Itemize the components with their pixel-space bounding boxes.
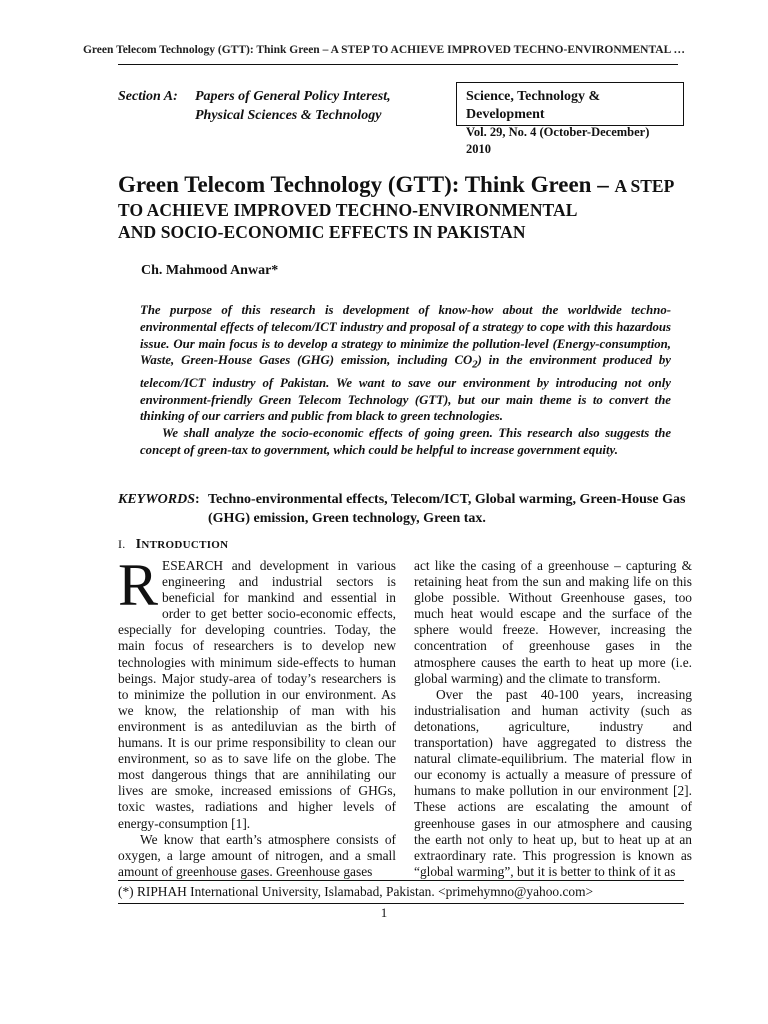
section-label [118,87,391,125]
author-footnote: (*) RIPHAH International University, Islamabad, Pakistan. <primehymno@yahoo.com> [118,884,594,899]
section-label-prefix: Section A: [118,89,178,104]
body-paragraph: Over the past 40-100 years, increasing industrialisation and human activity (such as detonations, agriculture, industry and transportation) have aggregated to distress the natural climate-equilibrium. The material flow in our economy is actually a measure of pressure of humans to make pollution in our environment [2]. These actions are escalating the amount of greenhouse gases in our atmosphere and causing the earth not only to heat up, but to heat up at an extraordinary rate. This progression is known as “global warming”, but it is better to think of it as [414,686,692,879]
header-rule [118,64,678,65]
abstract [140,302,671,459]
journal-volume: Vol. 29, No. 4 (October-December) 2010 [466,125,650,156]
author-name: Ch. Mahmood Anwar* [141,263,279,278]
paper-title [118,172,698,243]
abstract-paragraph-2: We shall analyze the socio-economic effects of going green. This research also suggests the concept of green-tax to government, which could be helpful to increase government equity. [140,426,671,457]
body-paragraph [118,552,396,832]
title-line-2: TO ACHIEVE IMPROVED TECHNO-ENVIRONMENTAL [118,200,578,220]
section-number: I. [118,537,126,551]
co2-subscript: 2 [472,359,478,371]
journal-box [456,82,684,156]
abstract-text-b: ) in the environment produced by telecom/ICT industry of Pakistan. We want to save our environment by introducing not only environment-friendly Green Telecom Technology (GTT), but our main theme is to convert the thinking of our carriers and public from black to green technologies. [140,353,671,424]
keywords [118,490,698,528]
footnote-rule-bottom [118,903,684,904]
keywords-text: Techno-environmental effects, Telecom/ICT, Global warming, Green-House Gas (GHG) emission, Green technology, Green tax. [208,492,686,526]
section-heading-introduction [118,537,228,553]
section-heading-first-letter: I [135,537,142,552]
paragraph-text: ESEARCH and development in various engineering and industrial sectors is beneficial for mankind and essential in order to get better socio-economic effects, especially for developing countries. Today, the main focus of researchers is to develop new technologies with minimum side-effects to human beings. Major study-area of today’s researchers is to minimize the pollution in our environment. As we know, the relationship of man with his environment is as antediluvian as the birth of humans. It is our prime responsibility to clean our environment, so as to save life on the globe. The most dangerous things that are annihilating our lives are smoke, increased emissions of GHGs, toxic wastes, radiations and higher levels of energy-consumption [1]. [118,558,396,831]
title-cap: A STEP [614,176,675,196]
body-column-left [118,552,396,880]
page-number: 1 [380,905,388,920]
keywords-label: KEYWORDS: [118,492,200,507]
abstract-text-a: The purpose of this research is development of know-how about the worldwide techno-environmental effects of telecom/ICT industry and proposal of a strategy to cope with this hazardous issue. Our main focus is to develop a strategy to minimize the pollution-level (Energy-consumption, Waste, Green-House Gases (GHG) emission, including CO [140,303,671,368]
footnote-rule-top [118,880,684,881]
body-column-right [414,558,692,880]
drop-cap: R [118,552,159,618]
section-line-2: Physical Sciences & Technology [195,108,382,123]
abstract-paragraph-1 [140,302,671,425]
body-paragraph: act like the casing of a greenhouse – capturing & retaining heat from the sun and making life on this globe possible. Without Greenhouse gases, too much heat would escape and the surface of the sphere would freeze. However, increasing the concentration of greenhouse gases in the atmosphere causes the earth to heat up more (i.e. global warming) and the climate to transform. [414,558,692,686]
title-line-3: AND SOCIO-ECONOMIC EFFECTS IN PAKISTAN [118,222,526,242]
running-head: Green Telecom Technology (GTT): Think Green – A STEP TO ACHIEVE IMPROVED TECHNO-ENVIRONMENTAL … [82,44,686,56]
section-line-1: Papers of General Policy Interest, [195,89,391,104]
title-main: Green Telecom Technology (GTT): Think Green – [118,172,609,197]
section-heading-rest: NTRODUCTION [141,539,229,551]
body-paragraph: We know that earth’s atmosphere consists of oxygen, a large amount of nitrogen, and a small amount of greenhouse gases. Greenhouse gases [118,831,396,879]
journal-title: Science, Technology & Development [466,89,601,122]
